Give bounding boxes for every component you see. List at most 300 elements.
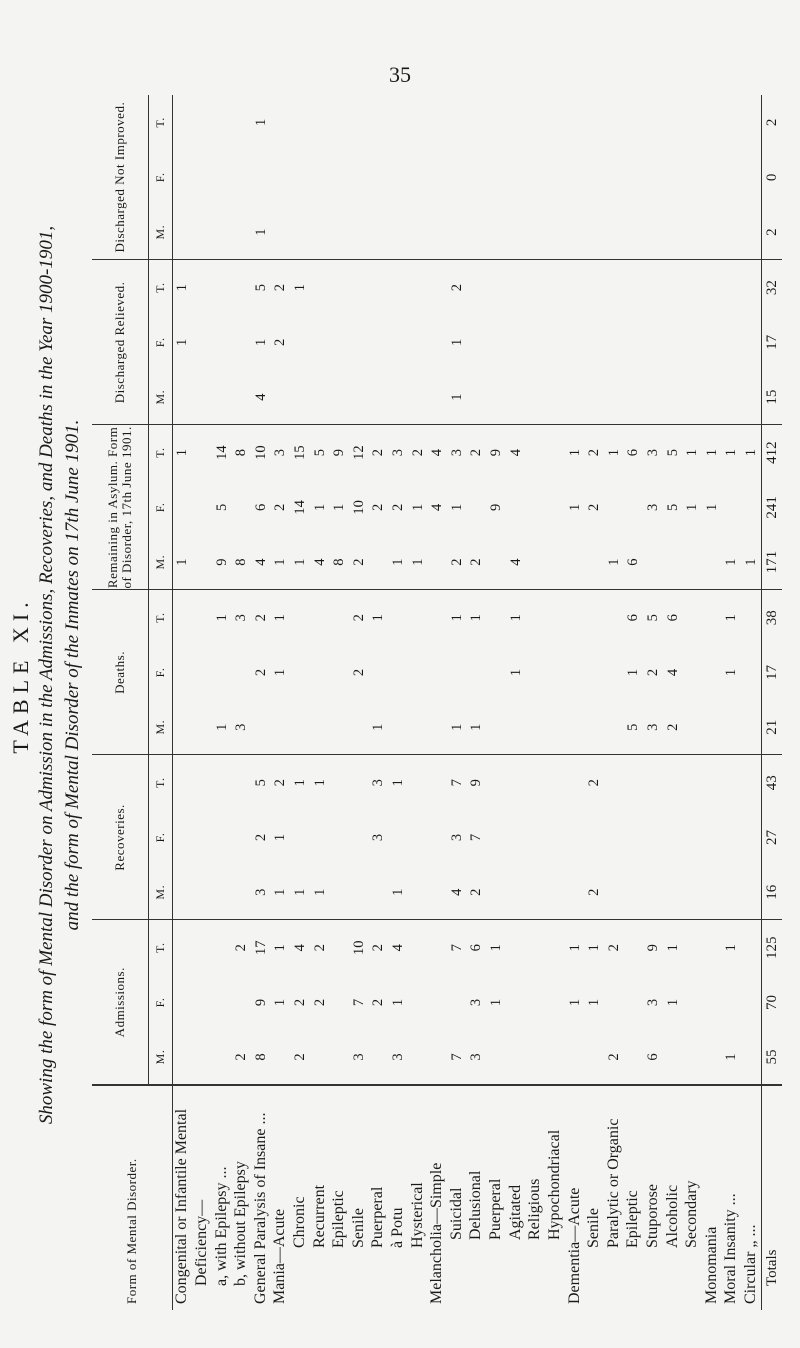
subheader-t: T. xyxy=(148,920,172,975)
table-cell xyxy=(329,975,349,1030)
table-cell xyxy=(408,370,428,425)
table-row xyxy=(722,95,742,1310)
table-cell xyxy=(388,95,408,150)
row-label: b, without Epilepsy xyxy=(232,1161,250,1286)
table-cell: 1 xyxy=(370,614,387,622)
table-cell xyxy=(526,920,546,975)
table-cell xyxy=(702,535,722,590)
table-cell: 9 xyxy=(468,779,485,787)
table-cell: 4 xyxy=(292,944,308,952)
table-cell: 2 xyxy=(272,779,289,787)
table-cell xyxy=(682,205,702,260)
table-cell: 2 xyxy=(605,944,622,952)
table-cell xyxy=(212,975,232,1030)
table-cell: 2 xyxy=(252,668,269,677)
table-row xyxy=(604,95,624,1310)
table-cell xyxy=(408,150,428,205)
table-cell xyxy=(427,920,447,975)
table-cell: 1 xyxy=(605,449,622,457)
table-cell xyxy=(741,645,761,700)
table-cell xyxy=(604,755,624,810)
table-cell xyxy=(271,150,291,205)
table-cell: 1 xyxy=(625,668,642,677)
totals-cell: 16 xyxy=(761,865,782,920)
totals-cell: 125 xyxy=(761,920,782,975)
table-cell: 6 xyxy=(625,449,642,457)
table-cell xyxy=(722,260,742,315)
table-cell xyxy=(545,810,565,865)
table-cell xyxy=(624,480,644,535)
table-cell xyxy=(408,920,428,975)
table-cell: 9 xyxy=(488,503,505,512)
table-cell: 2 xyxy=(390,503,407,512)
table-cell: 10 xyxy=(252,445,269,460)
table-cell xyxy=(427,755,447,810)
table-row xyxy=(172,95,192,1310)
table-cell xyxy=(526,95,546,150)
table-cell xyxy=(565,370,585,425)
table-row xyxy=(643,95,663,1310)
table-cell xyxy=(682,865,702,920)
totals-cell: 70 xyxy=(761,975,782,1030)
table-cell: 1 xyxy=(390,998,407,1007)
table-cell: 1 xyxy=(741,535,761,590)
table-cell xyxy=(290,645,310,700)
table-cell: 4 xyxy=(429,503,446,512)
table-cell: 9 xyxy=(212,535,232,590)
table-cell xyxy=(192,260,212,315)
table-cell: 2 xyxy=(350,668,367,677)
row-label: Recurrent xyxy=(310,1184,328,1248)
table-cell xyxy=(447,205,467,260)
table-cell xyxy=(231,150,251,205)
table-cell xyxy=(702,260,722,315)
table-cell xyxy=(741,480,761,535)
table-cell xyxy=(682,590,702,645)
table-cell xyxy=(172,700,192,755)
table-cell xyxy=(624,370,644,425)
table-cell xyxy=(741,370,761,425)
table-cell xyxy=(310,150,330,205)
table-cell xyxy=(349,315,369,370)
table-cell xyxy=(722,205,742,260)
table-cell xyxy=(427,535,447,590)
table-cell xyxy=(624,150,644,205)
table-cell: 1 xyxy=(488,944,505,952)
table-cell xyxy=(526,535,546,590)
table-cell: 1 xyxy=(252,118,269,127)
subheader-f: F. xyxy=(148,975,172,1030)
table-cell: 3 xyxy=(390,449,407,457)
table-cell: 1 xyxy=(271,865,291,920)
subheader-t: T. xyxy=(148,260,172,315)
table-cell: 5 xyxy=(644,614,661,622)
table-cell xyxy=(565,645,585,700)
table-cell xyxy=(702,370,722,425)
table-cell xyxy=(486,755,506,810)
table-cell: 1 xyxy=(586,944,603,952)
table-cell xyxy=(643,810,663,865)
table-cell xyxy=(741,95,761,150)
table-cell xyxy=(682,150,702,205)
table-cell: 9 xyxy=(644,944,661,952)
totals-cell: 17 xyxy=(761,645,782,700)
table-cell xyxy=(408,810,428,865)
table-cell xyxy=(467,150,487,205)
table-cell xyxy=(172,370,192,425)
subheader-f: F. xyxy=(148,315,172,370)
table-cell xyxy=(741,590,761,645)
table-cell xyxy=(329,315,349,370)
row-label: Puerperal xyxy=(487,1178,505,1240)
header-discharged-relieved: Discharged Relieved. xyxy=(92,260,148,425)
table-cell: 4 xyxy=(664,668,681,677)
table-cell xyxy=(349,205,369,260)
subheader-m: M. xyxy=(148,1030,172,1085)
table-cell xyxy=(388,810,408,865)
table-cell: 2 xyxy=(663,700,683,755)
table-cell xyxy=(663,260,683,315)
table-cell xyxy=(329,755,349,810)
table-cell xyxy=(722,975,742,1030)
table-cell: 3 xyxy=(468,998,485,1007)
table-row xyxy=(624,95,644,1310)
table-row xyxy=(467,95,487,1310)
table-cell: 1 xyxy=(447,700,467,755)
subheader-m: M. xyxy=(148,865,172,920)
table-cell xyxy=(584,205,604,260)
table-cell: 8 xyxy=(231,535,251,590)
table-cell: 2 xyxy=(252,614,269,622)
header-form: Form of Mental Disorder. xyxy=(92,1085,172,1310)
table-cell xyxy=(604,95,624,150)
table-cell xyxy=(545,95,565,150)
table-cell xyxy=(271,700,291,755)
table-cell xyxy=(447,95,467,150)
table-cell xyxy=(427,810,447,865)
table-row xyxy=(369,95,389,1310)
table-cell xyxy=(722,315,742,370)
table-cell xyxy=(506,480,526,535)
table-cell: 5 xyxy=(252,779,269,787)
table-cell: 1 xyxy=(488,998,505,1007)
table-cell: 1 xyxy=(174,284,191,292)
table-cell: 6 xyxy=(624,535,644,590)
table-row xyxy=(663,95,683,1310)
row-label: General Paralysis of Insane ... xyxy=(251,1112,269,1304)
table-cell: 1 xyxy=(723,944,740,952)
table-cell xyxy=(545,1030,565,1085)
table-row xyxy=(388,95,408,1310)
table-cell xyxy=(741,755,761,810)
table-cell: 7 xyxy=(448,779,465,787)
table-cell xyxy=(722,95,742,150)
table-cell xyxy=(408,315,428,370)
row-label: Alcoholic xyxy=(663,1184,681,1248)
table-cell xyxy=(604,975,624,1030)
table-cell xyxy=(663,95,683,150)
table-cell xyxy=(427,260,447,315)
table-cell: 1 xyxy=(507,668,524,677)
table-cell: 8 xyxy=(233,449,250,457)
table-cell xyxy=(545,865,565,920)
table-cell: 1 xyxy=(604,535,624,590)
table-cell xyxy=(545,700,565,755)
table-cell xyxy=(388,645,408,700)
table-cell: 3 xyxy=(233,614,250,622)
table-cell xyxy=(526,975,546,1030)
table-cell xyxy=(290,700,310,755)
row-label: Hypochondriacal xyxy=(545,1129,563,1240)
table-cell: 2 xyxy=(586,779,603,787)
table-cell: 2 xyxy=(467,865,487,920)
table-cell xyxy=(192,700,212,755)
table-cell xyxy=(427,150,447,205)
table-cell: 1 xyxy=(172,535,192,590)
table-cell xyxy=(486,590,506,645)
table-cell: 2 xyxy=(604,1030,624,1085)
table-cell: 1 xyxy=(272,998,289,1007)
table-cell xyxy=(427,865,447,920)
table-row xyxy=(741,95,761,1310)
table-cell xyxy=(290,590,310,645)
table-cell xyxy=(192,920,212,975)
table-cell: 1 xyxy=(251,205,271,260)
table-cell xyxy=(545,315,565,370)
table-cell: 1 xyxy=(272,833,289,842)
table-cell: 3 xyxy=(644,503,661,512)
table-cell xyxy=(702,810,722,865)
table-cell xyxy=(486,205,506,260)
row-label: Circular „ ... xyxy=(742,1224,760,1304)
table-cell: 1 xyxy=(703,449,720,457)
table-cell: 1 xyxy=(388,535,408,590)
table-cell xyxy=(408,865,428,920)
table-cell xyxy=(643,315,663,370)
table-cell xyxy=(212,865,232,920)
table-cell: 5 xyxy=(664,503,681,512)
table-cell xyxy=(231,260,251,315)
table-cell xyxy=(526,425,546,480)
table-cell xyxy=(467,645,487,700)
table-cell xyxy=(526,370,546,425)
table-cell xyxy=(408,1030,428,1085)
table-cell: 1 xyxy=(174,338,191,347)
statistics-table xyxy=(92,95,782,1310)
table-cell xyxy=(702,205,722,260)
table-cell xyxy=(702,315,722,370)
table-cell xyxy=(506,370,526,425)
table-cell xyxy=(722,480,742,535)
table-cell xyxy=(369,645,389,700)
table-cell xyxy=(506,920,526,975)
table-cell: 1 xyxy=(290,535,310,590)
totals-cell: 171 xyxy=(761,535,782,590)
table-cell: 10 xyxy=(350,500,367,515)
table-cell xyxy=(271,205,291,260)
table-cell: 1 xyxy=(292,284,308,292)
table-cell xyxy=(506,1030,526,1085)
table-cell: 1 xyxy=(448,338,465,347)
table-cell xyxy=(545,755,565,810)
table-cell xyxy=(702,95,722,150)
table-cell xyxy=(192,645,212,700)
table-cell xyxy=(486,315,506,370)
table-cell: 3 xyxy=(370,779,387,787)
table-cell: 9 xyxy=(252,998,269,1007)
table-cell xyxy=(526,810,546,865)
table-cell xyxy=(741,810,761,865)
table-cell xyxy=(467,370,487,425)
table-cell xyxy=(506,95,526,150)
header-deaths: Deaths. xyxy=(92,590,148,755)
table-cell xyxy=(192,315,212,370)
table-row xyxy=(231,95,251,1310)
table-cell: 17 xyxy=(252,940,269,955)
table-cell: 1 xyxy=(388,865,408,920)
table-row xyxy=(682,95,702,1310)
table-cell xyxy=(231,865,251,920)
totals-cell: 38 xyxy=(761,590,782,645)
table-cell xyxy=(231,370,251,425)
table-cell xyxy=(604,150,624,205)
table-cell xyxy=(663,535,683,590)
header-discharged-not-improved: Discharged Not Improved. xyxy=(92,95,148,260)
table-cell xyxy=(486,1030,506,1085)
table-cell xyxy=(624,315,644,370)
table-cell xyxy=(624,755,644,810)
table-cell: 4 xyxy=(447,865,467,920)
table-cell xyxy=(408,645,428,700)
table-cell: 3 xyxy=(251,865,271,920)
table-cell: 1 xyxy=(723,614,740,622)
table-cell xyxy=(565,205,585,260)
table-cell xyxy=(310,260,330,315)
table-cell xyxy=(526,590,546,645)
table-cell xyxy=(329,700,349,755)
table-cell: 10 xyxy=(350,940,367,955)
table-cell: 8 xyxy=(329,535,349,590)
table-cell xyxy=(565,535,585,590)
table-cell xyxy=(290,150,310,205)
table-cell xyxy=(526,700,546,755)
statistics-table-holder xyxy=(92,95,782,1310)
table-cell xyxy=(643,205,663,260)
table-cell xyxy=(624,1030,644,1085)
table-cell: 4 xyxy=(506,535,526,590)
table-cell xyxy=(192,425,212,480)
table-cell xyxy=(584,535,604,590)
totals-cell: 0 xyxy=(761,150,782,205)
table-row xyxy=(251,95,271,1310)
table-cell: 4 xyxy=(251,370,271,425)
table-cell: 2 xyxy=(447,535,467,590)
table-cell: 2 xyxy=(292,998,308,1007)
table-cell: 6 xyxy=(252,503,269,512)
table-cell xyxy=(310,1030,330,1085)
table-cell xyxy=(643,535,663,590)
subheader-m: M. xyxy=(148,370,172,425)
table-cell xyxy=(584,150,604,205)
row-label: à Potu xyxy=(389,1207,407,1248)
table-row xyxy=(290,95,310,1310)
table-cell xyxy=(172,975,192,1030)
table-cell xyxy=(722,865,742,920)
subheader-m: M. xyxy=(148,205,172,260)
subheader-m: M. xyxy=(148,700,172,755)
table-cell: 6 xyxy=(625,614,642,622)
table-cell xyxy=(565,95,585,150)
table-cell xyxy=(172,590,192,645)
table-cell xyxy=(741,1030,761,1085)
table-cell xyxy=(663,755,683,810)
table-cell xyxy=(624,920,644,975)
table-cell: 6 xyxy=(664,614,681,622)
table-cell: 1 xyxy=(684,449,701,457)
table-cell xyxy=(526,150,546,205)
table-cell xyxy=(624,865,644,920)
table-cell xyxy=(545,370,565,425)
table-cell: 2 xyxy=(644,668,661,677)
table-cell xyxy=(741,920,761,975)
table-cell xyxy=(604,810,624,865)
table-cell: 1 xyxy=(290,865,310,920)
row-label: Senile xyxy=(349,1208,367,1248)
table-row xyxy=(271,95,291,1310)
table-cell xyxy=(427,370,447,425)
table-row xyxy=(427,95,447,1310)
table-title-block xyxy=(6,60,102,1290)
row-label: a, with Epilepsy ... xyxy=(212,1166,230,1286)
table-cell xyxy=(584,95,604,150)
table-cell xyxy=(369,315,389,370)
table-cell xyxy=(722,700,742,755)
table-cell xyxy=(388,205,408,260)
table-cell xyxy=(545,205,565,260)
row-label: Puerperal xyxy=(369,1186,387,1248)
table-cell xyxy=(702,645,722,700)
table-cell xyxy=(722,755,742,810)
table-cell: 1 xyxy=(174,449,191,457)
totals-label: Totals xyxy=(761,1085,782,1310)
table-cell: 2 xyxy=(272,284,289,292)
table-cell xyxy=(486,150,506,205)
page-number: 35 xyxy=(389,62,411,87)
totals-cell: 412 xyxy=(761,425,782,480)
table-cell xyxy=(388,590,408,645)
table-cell: 1 xyxy=(586,998,603,1007)
table-cell xyxy=(506,755,526,810)
table-cell xyxy=(467,315,487,370)
table-cell xyxy=(682,920,702,975)
table-cell xyxy=(545,535,565,590)
totals-cell: 32 xyxy=(761,260,782,315)
table-cell: 1 xyxy=(722,535,742,590)
table-cell xyxy=(192,810,212,865)
table-cell xyxy=(329,645,349,700)
table-cell xyxy=(545,260,565,315)
table-cell: 2 xyxy=(467,535,487,590)
table-cell xyxy=(212,920,232,975)
table-cell: 14 xyxy=(213,445,230,460)
row-label: Melancholia—Simple xyxy=(428,1162,446,1304)
table-cell: 14 xyxy=(292,500,308,515)
row-label: Epileptic xyxy=(624,1190,642,1248)
table-cell xyxy=(192,975,212,1030)
table-title-line-2: and the form of Mental Disorder of the Inmates on 17th June 1901. xyxy=(62,419,83,931)
totals-cell: 43 xyxy=(761,755,782,810)
table-cell xyxy=(526,1030,546,1085)
